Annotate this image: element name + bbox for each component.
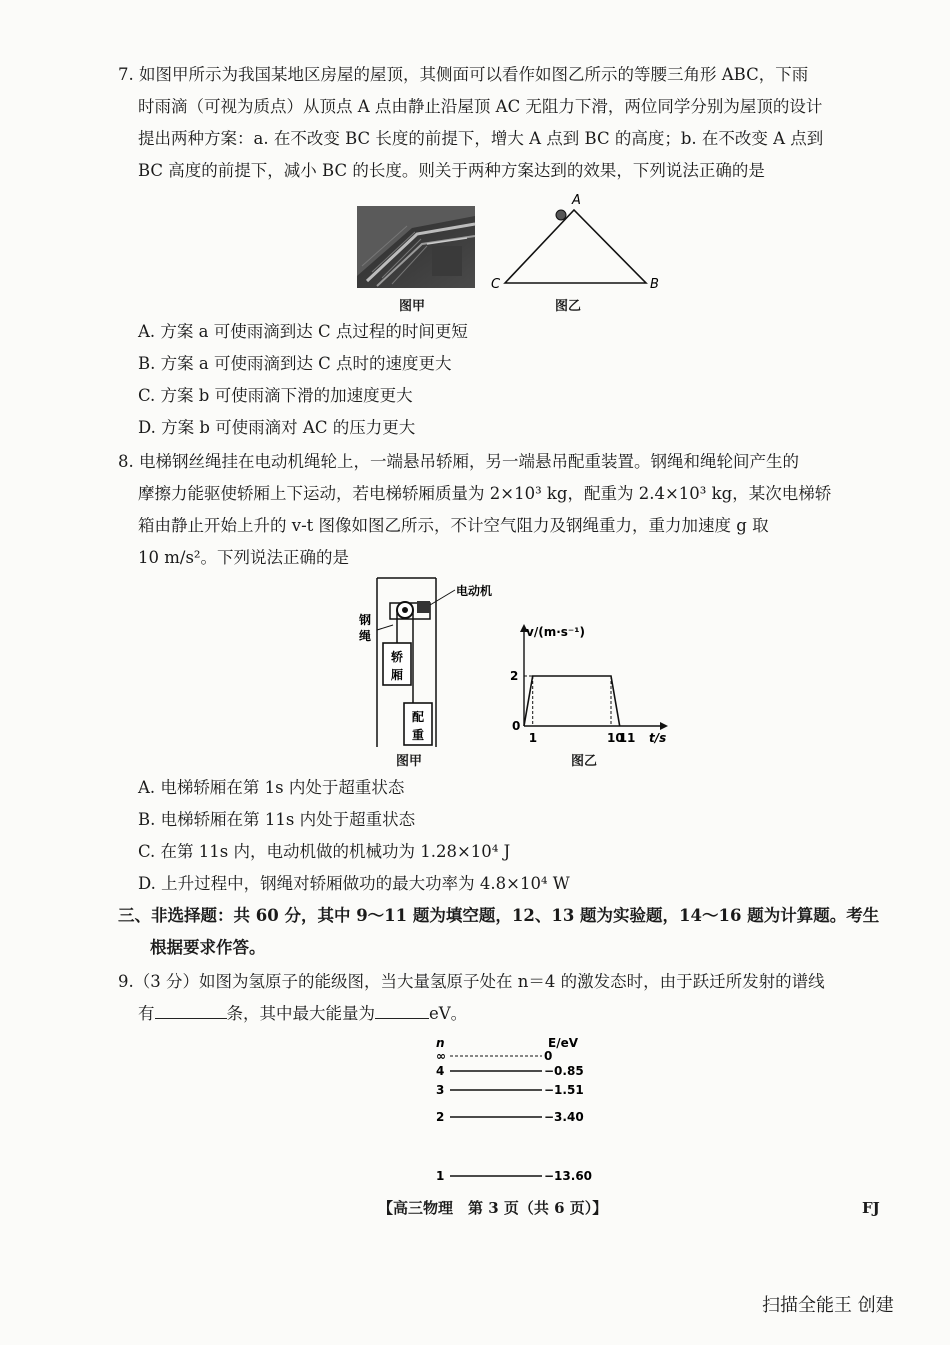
level-n-label: 2 [436,1110,445,1124]
section3-heading: 三、非选择题：共 60 分，其中 9～11 题为填空题，12、13 题为实验题，14～16 题为计算题。考生 [118,906,880,925]
q9-text-a: 有 [138,1004,155,1023]
q7-triangle-diagram [490,190,670,295]
q7-roof-photo [357,206,475,288]
label-A: A [572,193,581,208]
q8-option-c: C. 在第 11s 内，电动机做的机械功为 1.28×10⁴ J [138,842,511,861]
level-energy-label: −3.40 [544,1110,584,1124]
q8-elevator-diagram [355,575,505,750]
label-C: C [491,277,501,292]
q9-text-b: 条，其中最大能量为 [226,1004,375,1023]
counterweight-label-2: 重 [412,728,425,742]
q9-blank-count[interactable] [155,1000,227,1019]
q8-fig-b-caption: 图乙 [571,754,598,769]
y-tick-label: 2 [510,669,519,683]
q9-line-1: 9.（3 分）如图为氢原子的能级图，当大量氢原子处在 n＝4 的激发态时，由于跃迁所发射的谱线 [118,972,825,991]
level-energy-label: −13.60 [544,1169,593,1183]
x-tick-label: 11 [618,731,636,745]
level-n-label: 3 [436,1083,445,1097]
q7-fig-a-caption: 图甲 [399,299,426,314]
q7-line-1: 7. 如图甲所示为我国某地区房屋的屋顶，其侧面可以看作如图乙所示的等腰三角形 ABC，下雨 [118,65,809,84]
level-n-label: 1 [436,1169,445,1183]
level-energy-label: −0.85 [544,1064,584,1078]
q8-line-1: 8. 电梯钢丝绳挂在电动机绳轮上，一端悬吊轿厢，另一端悬吊配重装置。钢绳和绳轮间产生的 [118,452,799,471]
q7-option-c: C. 方案 b 可使雨滴下滑的加速度更大 [138,386,413,405]
q7-option-b: B. 方案 a 可使雨滴到达 C 点时的速度更大 [138,354,452,373]
level-n-label: 4 [436,1064,445,1078]
motor-label: 电动机 [456,584,493,598]
q7-line-2: 时雨滴（可视为质点）从顶点 A 点由静止沿屋顶 AC 无阻力下滑，两位同学分别为屋顶的设计 [138,97,823,116]
q8-fig-a-caption: 图甲 [396,754,423,769]
energy-level-diagram [430,1033,600,1183]
q7-fig-b-caption: 图乙 [555,299,582,314]
x-tick-label: 10 [607,731,624,745]
car-label-1: 轿 [391,650,404,664]
scanner-watermark: 扫描全能王 创建 [762,1295,894,1316]
x-axis-label: t/s [649,731,667,745]
page-footer: 【高三物理 第 3 页（共 6 页）】 [378,1199,608,1217]
n-column-header: n [436,1036,445,1050]
x-axis-arrow [660,722,668,730]
q7-line-4: BC 高度的前提下，减小 BC 的长度。则关于两种方案达到的效果，下列说法正确的是 [138,161,765,180]
raindrop-ball [556,210,566,220]
level-energy-label: 0 [544,1049,553,1063]
q8-option-b: B. 电梯轿厢在第 11s 内处于超重状态 [138,810,416,829]
counterweight-label-1: 配 [412,710,425,724]
q8-line-4: 10 m/s²。下列说法正确的是 [138,548,350,567]
q8-option-d: D. 上升过程中，钢绳对轿厢做功的最大功率为 4.8×10⁴ W [138,874,570,893]
q7-line-3: 提出两种方案：a. 在不改变 BC 长度的前提下，增大 A 点到 BC 的高度；b. 在不改变 A 点到 [138,129,824,148]
origin-label: 0 [512,719,521,733]
section3-heading-cont: 根据要求作答。 [150,938,266,957]
q9-line-2 [138,998,467,1030]
q8-option-a: A. 电梯轿厢在第 1s 内处于超重状态 [138,778,405,797]
rope-label-2: 绳 [359,629,372,643]
q9-text-c: eV。 [429,1004,468,1023]
q7-option-d: D. 方案 b 可使雨滴对 AC 的压力更大 [138,418,416,437]
q8-line-2: 摩擦力能驱使轿厢上下运动，若电梯轿厢质量为 2×10³ kg，配重为 2.4×10³ kg，某次电梯轿 [138,484,832,503]
paper-code: FJ [862,1199,880,1217]
x-tick-label: 1 [528,731,538,745]
vt-chart [500,620,675,750]
velocity-line [524,676,620,726]
rope-label-1: 钢 [359,613,372,627]
q8-line-3: 箱由静止开始上升的 v-t 图像如图乙所示，不计空气阻力及钢绳重力，重力加速度 g 取 [138,516,769,535]
q7-option-a: A. 方案 a 可使雨滴到达 C 点过程的时间更短 [138,322,468,341]
q9-blank-energy[interactable] [375,1000,429,1019]
energy-column-header: E/eV [548,1036,579,1050]
y-axis-label: v/(m·s⁻¹) [526,625,585,639]
level-energy-label: −1.51 [544,1083,584,1097]
level-n-label: ∞ [436,1049,446,1063]
car-label-2: 厢 [391,668,404,682]
label-B: B [650,277,659,292]
